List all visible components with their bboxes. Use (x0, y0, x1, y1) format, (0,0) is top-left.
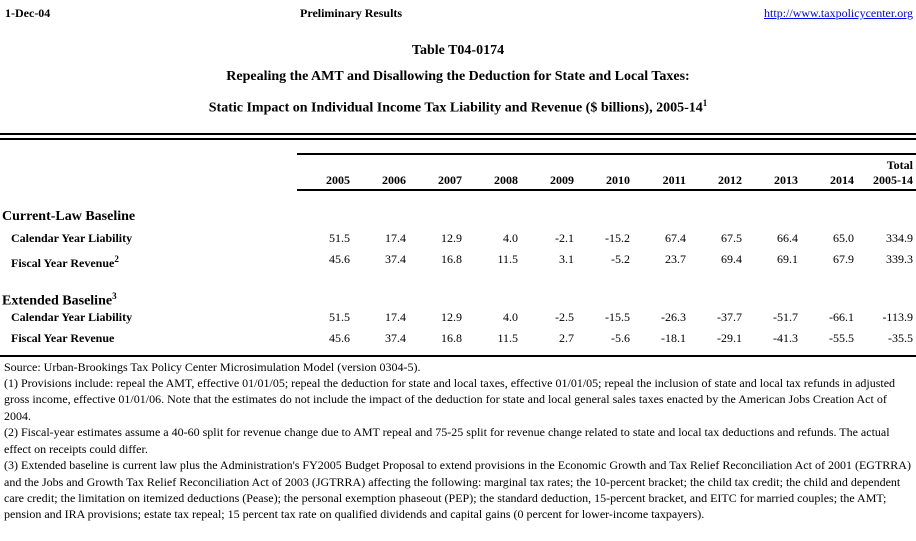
value-cell: -41.3 (773, 330, 798, 345)
table-row (0, 328, 916, 349)
value-cell: 339.3 (886, 251, 913, 266)
year-column-header: 2009 (550, 172, 574, 187)
year-column-header: 2006 (382, 172, 406, 187)
value-cell: -29.1 (717, 330, 742, 345)
footnote-ref-3: 3 (112, 290, 117, 301)
value-cell: 67.4 (665, 230, 686, 245)
value-cell: 12.9 (441, 230, 462, 245)
value-cell: 45.6 (329, 251, 350, 266)
value-cell: -26.3 (661, 309, 686, 324)
value-cell: 67.9 (833, 251, 854, 266)
value-cell: 45.6 (329, 330, 350, 345)
value-cell: -37.7 (717, 309, 742, 324)
taxpolicycenter-link[interactable]: http://www.taxpolicycenter.org (764, 6, 913, 20)
row-label: Calendar Year Liability (11, 230, 133, 245)
year-column-header: 2014 (830, 172, 854, 187)
year-column-header: 2011 (662, 172, 686, 187)
value-cell: 12.9 (441, 309, 462, 324)
table-column-headers (297, 153, 916, 191)
page-header (0, 0, 916, 26)
footnote-1: (1) Provisions include: repeal the AMT, effective 01/01/05; repeal the deduction for state and local taxes, effective 01/01/05; repeal the inclusion of state and local tax refunds in adjusted gross income, effective 01/01/06. Note that the estimates do not include the impact of the deduction for state and local general sales taxes enacted by the American Jobs Creation Act of 2004. (4, 376, 896, 423)
value-cell: -5.6 (611, 330, 630, 345)
year-column-header: 2012 (718, 172, 742, 187)
value-cell: -66.1 (829, 309, 854, 324)
value-cell: 3.1 (559, 251, 574, 266)
value-cell: 37.4 (385, 330, 406, 345)
value-cell: 65.0 (833, 230, 854, 245)
value-cell: 4.0 (503, 309, 518, 324)
source-note: Source: Urban-Brookings Tax Policy Center Microsimulation Model (version 0304-5). (4, 359, 421, 374)
row-label: Calendar Year Liability (11, 309, 133, 324)
footnote-ref-2: 2 (114, 253, 119, 264)
value-cell: 51.5 (329, 230, 350, 245)
value-cell: 66.4 (777, 230, 798, 245)
value-cell: -15.5 (605, 309, 630, 324)
value-cell: 11.5 (497, 251, 518, 266)
value-cell: 17.4 (385, 230, 406, 245)
footnote-ref-1: 1 (702, 98, 708, 108)
footnote-2: (2) Fiscal-year estimates assume a 40-60 split for revenue change due to AMT repeal and 75-25 split for revenue change related to state and local tax deductions and refunds. The actual effect on receipts could differ. (4, 425, 890, 456)
year-column-header: 2013 (774, 172, 798, 187)
value-cell: 16.8 (441, 251, 462, 266)
table-row (0, 228, 916, 249)
value-cell: -5.2 (611, 251, 630, 266)
value-cell: 334.9 (886, 230, 913, 245)
section-heading: Current-Law Baseline (2, 208, 136, 224)
value-cell: 51.5 (329, 309, 350, 324)
value-cell: 11.5 (497, 330, 518, 345)
table-title-block (0, 38, 916, 122)
year-column-header: 2010 (606, 172, 630, 187)
table-title-line2-text: Static Impact on Individual Income Tax Liability and Revenue ($ billions), 2005-14 (208, 100, 703, 116)
value-cell: 37.4 (385, 251, 406, 266)
table-number: Table T04-0174 (411, 43, 505, 58)
value-cell: -2.5 (555, 309, 574, 324)
total-column-header: Total 2005-14 (873, 157, 913, 187)
value-cell: -35.5 (888, 330, 913, 345)
year-column-header: 2008 (494, 172, 518, 187)
year-column-header: 2005 (326, 172, 350, 187)
double-rule (0, 133, 916, 140)
table-title-line1: Repealing the AMT and Disallowing the Deduction for State and Local Taxes: (226, 69, 690, 84)
section-heading: Extended Baseline$^3$ (2, 290, 117, 309)
value-cell: -55.5 (829, 330, 854, 345)
value-cell: -51.7 (773, 309, 798, 324)
row-label: Fiscal Year Revenue (11, 330, 115, 345)
header-status-label: Preliminary Results (300, 6, 403, 20)
value-cell: -15.2 (605, 230, 630, 245)
value-cell: -113.9 (882, 309, 913, 324)
table-row (0, 249, 916, 270)
footnotes (0, 357, 916, 523)
value-cell: 69.4 (721, 251, 742, 266)
header-date: 1-Dec-04 (5, 6, 51, 20)
value-cell: 69.1 (777, 251, 798, 266)
value-cell: -2.1 (555, 230, 574, 245)
table-title-line2 (0, 90, 916, 122)
value-cell: -18.1 (661, 330, 686, 345)
footnote-3: (3) Extended baseline is current law plus the Administration's FY2005 Budget Proposal to extend provisions in the Economic Growth and Tax Relief Reconciliation Act of 2001 (EGTRRA) and the Jobs and Growth Tax Relief Reconciliation Act of 2003 (JGTRRA) affecting the following: marginal tax rates; the 10-percent bracket; the child tax credit; the child and dependent care credit; the limitation on itemized deductions (Pease); the personal exemption phaseout (PEP); the standard deduction, 15-percent bracket, and EITC for married couples; the AMT; pension and IRA provisions; estate tax repeal; 15 percent tax rate on qualified dividends and capital gains (0 percent for lower-income taxpayers). (4, 458, 911, 522)
value-cell: 67.5 (721, 230, 742, 245)
value-cell: 16.8 (441, 330, 462, 345)
value-cell: 17.4 (385, 309, 406, 324)
year-column-header: 2007 (438, 172, 462, 187)
row-label: Fiscal Year Revenue$^2$ (11, 253, 119, 270)
value-cell: 23.7 (665, 251, 686, 266)
table-row (0, 307, 916, 328)
value-cell: 4.0 (503, 230, 518, 245)
data-table (0, 206, 916, 349)
value-cell: 2.7 (559, 330, 574, 345)
